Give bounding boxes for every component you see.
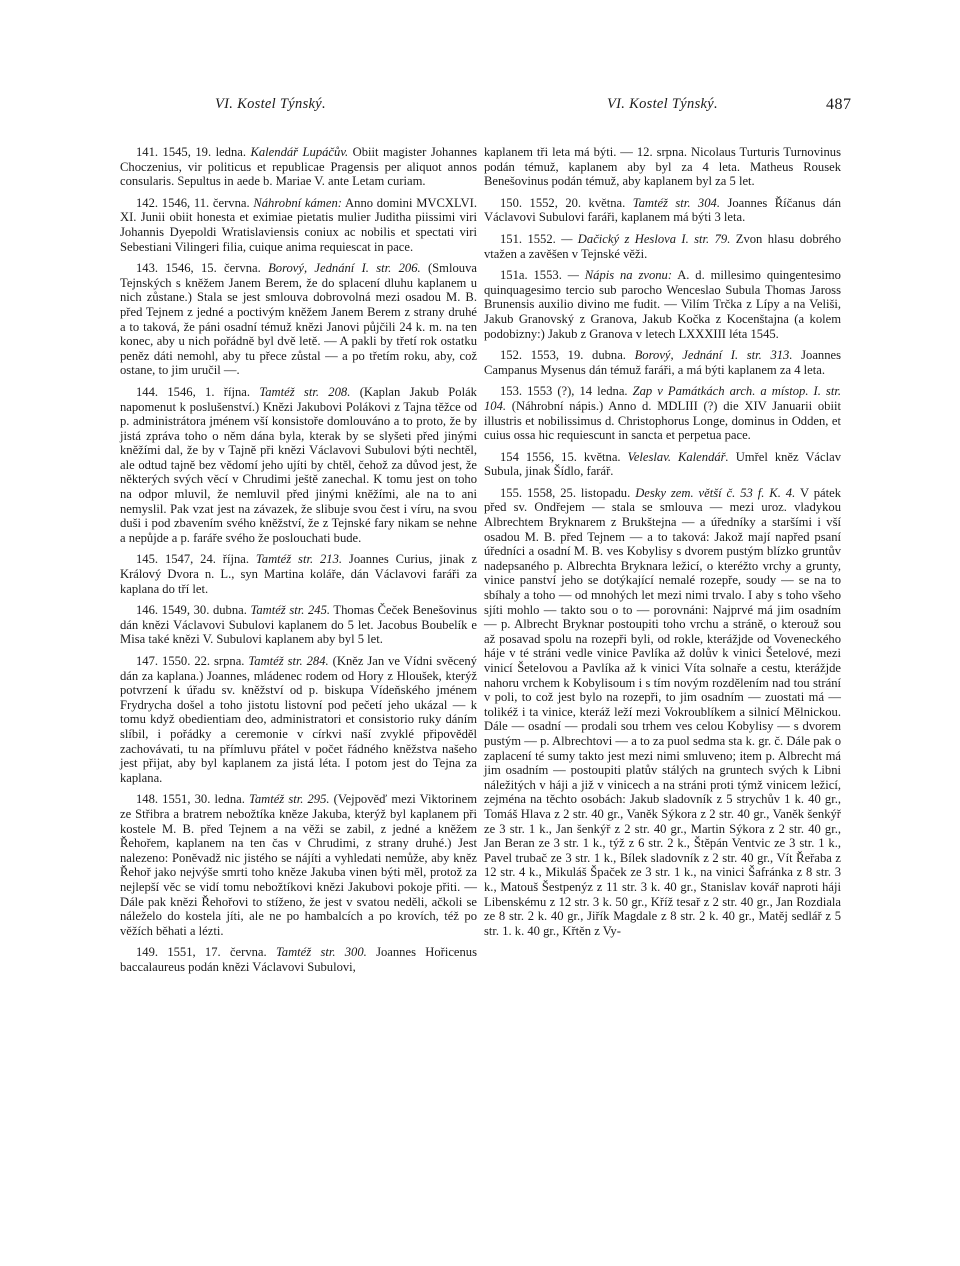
entry-text: V pátek před sv. Ondřejem — stala se smlouva — mezi uroz. vladykou Albrechtem Bryknarem z Brukštejna — a úředníky a staršími i vší osadou M. B. před Tejnem — a to taková: Jakož mají napřed psaní úředníci a osadní M. B. ves Kobylisy s dvorem pustým blízko gruntův nadepsaného p. Albrechta Bryknara ležicí, o kteréžto vrchy a grunty, vinice panství jeho se dotýkající nemalé rozepře, soudy — se na to sbíhaly a toho — od mnohých let mezi nimi trvalo. I aby s toho všeho sjíti mohlo — takto sou o to — porovnáni: Najprvé má jim osadním — p. Albrecht Bryknar postoupiti toho vrchu a stráně, o kterouž sou až posavad spolu na rozepři byli, od rokle, kterážjde od Voveneckého háje v té stráni vedle vinice Pavlíka až dolův k vinici Šetelové, mezi vinicí Šetelovou a Pavlíka až k vinici Víta solnaře a cestu, kterážjde nahoru vrchem k Kobylisoum i s tím novým rozdělením nad tou strání v poli, to což jest bylo na rozepři, to jim osadním — zuostati má — tolikéž i ta vinice, kteráž leží mezi Vokroublíkem a silnicí Mělnickou. Dále — osadní — prodali sou trhem ves celou Kobylisy — s dvorem pustým — p. Albrechtovi — a to za puol sedma sta k. gr. č. Dále pak o zaplacení té sumy takto jest mezi nimi smluveno; item p. Albrecht má jim osadním — postoupiti platův stálých na gruntech svých k Libni náležitých v háji a již v vinicech a na stráni proti týmž vinicem ležicí, zejména na těchto osobách: Jakub sladovník z 5 strychův 1 k. 40 gr., Tomáš Hlava z 2 str. 40 gr., Vaněk Sýkora z 2 str. 40 gr., Vaněk šenkýř ze 3 str. 1 k., Jan šenkýř z 2 str. 40 gr., Martin Sýkora z 2 str. 40 gr., Jan Beran ze 3 str. 1 k., týž z 6 str. 2 k., Štěpán Ventvic ze 3 str. 1 k., Pavel trubač ze 3 str. 1 k., Bílek sladovník z 2 str. 40 gr., Vít Řeřaba z 12 str. 4 k., Mikuláš Špaček ze 3 str. 1 k., na vinici Šafránka z 8 str. 3 k., Matouš Šestpenýz z 11 str. 3 k. 40 gr., Stanislav kovář naproti háji Libenskému z 12 str. 3 k. 50 gr., Kříž tesař z 2 str. 40 gr., Jan Rozdiala ze 8 str. 2 k. 40 gr., Jiřík Magdale z 8 str. 2 k. 40 gr., Matěj sedlář z 5 str. 1. k. 40 gr., Křtěn z Vy- — [484, 485, 842, 938]
entry-date: 1546, 15. června. — [165, 261, 261, 276]
entry-paragraph — [120, 385, 477, 546]
entry-paragraph — [484, 486, 841, 938]
entry-date: 1546, 11. června. — [161, 195, 250, 210]
entry-text: Thomas Čeček Benešovinus dán knězi Václavovi Subulovi kaplanem do 5 let. Jacobus Boubelík e Misa také knězi V. Subulovi kaplanem aby byl 5 let. — [120, 603, 477, 647]
entry-paragraph — [120, 603, 477, 647]
entry-text: Joannes Campanus Mysenus dán témuž faráři, a má býti kaplanem za 4 leta. — [484, 348, 841, 377]
entry-number: 155. — [500, 485, 523, 500]
entry-date: 1545, 19. ledna. — [162, 145, 246, 159]
entry-text: Umřel kněz Václav Subula, jinak Šídlo, farář. — [484, 449, 841, 479]
entry-text: Joannes Říčanus dán Václavovi Subulovi faráři, kaplanem má býti 3 leta. — [484, 195, 841, 225]
entry-date: 1558, 25. listopadu. — [526, 485, 631, 500]
entry-number: 154 — [500, 449, 519, 464]
entry-date: 1550. 22. srpna. — [162, 654, 245, 668]
entry-number: 151. — [500, 231, 523, 246]
entry-source: Kalendář Lupáčův. — [250, 145, 349, 159]
entry-number: 150. — [500, 195, 523, 210]
entry-number: 151a. — [500, 268, 528, 283]
entry-paragraph — [484, 384, 841, 442]
entry-date: 1549, 30. dubna. — [161, 603, 247, 618]
entry-source: Borový, Jednání I. str. 206. — [268, 261, 421, 276]
entry-source: Veleslav. Kalendář. — [627, 449, 729, 464]
entry-paragraph — [120, 792, 477, 938]
entry-paragraph — [484, 232, 841, 261]
entry-date: 1546, 1. října. — [167, 384, 251, 399]
entry-paragraph — [484, 348, 841, 377]
entry-text: kaplanem tři leta má býti. — 12. srpna. Nicolaus Turturis Turnovinus podán témuž, kaplanem aby byl za 4 leta. Matheus Rousek Benešovinus podán témuž, aby kaplanem byl za 5 let. — [484, 145, 841, 189]
entry-paragraph — [484, 196, 841, 225]
entry-paragraph — [120, 196, 477, 254]
entry-number: 148. — [136, 792, 159, 807]
entry-date: 1552. — [527, 231, 556, 246]
entry-text: (Smlouva Tejnských s kněžem Janem Berem, že do splacení dluhu kaplanem u nich zůstane.) Stala se jest smlouva dobrovolná mezi osadou M. B. před Tejnem z jedné a poctivým kněžem Janem Berem z strany druhé a to taková, že páni osadní témuž knězi Janovi půjčili 24 k. m. na ten konec, aby u nich pořádně byl dvě letě. — A pakli by třetí rok ostatku peněz dáti nemohl, aby tu přece zůstal — a po třetím roku, aby, což ostane, to jim uručil —. — [120, 261, 477, 378]
entry-number: 152. — [500, 348, 523, 363]
entry-number: 147. — [136, 654, 159, 668]
entry-text: (Náhrobní nápis.) Anno d. MDLIII (?) die XIV Januarii obiit illustris et nobilissimus d. Christophorus Longe, dominus in Odden, et cuius ossa hic requiescunt in sancta et perpetua pace. — [484, 398, 841, 443]
entry-paragraph — [120, 145, 477, 189]
entry-source: — Dačický z Heslova I. str. 79. — [561, 231, 731, 246]
entry-paragraph — [120, 552, 477, 596]
entry-text: Joannes Hořicenus baccalaureus podán knězi Václavovi Subulovi, — [120, 945, 477, 974]
entry-paragraph — [484, 145, 841, 189]
entry-source: Tamtéž str. 208. — [259, 384, 351, 399]
entry-number: 144. — [136, 384, 159, 399]
entry-paragraph — [120, 261, 477, 378]
entry-source: Náhrobní kámen: — [253, 195, 342, 210]
entry-text: Zvon hlasu dobrého vtažen a zavěšen v Tejnské věži. — [484, 231, 841, 261]
entry-paragraph — [484, 268, 841, 341]
entry-source: Desky zem. větší č. 53 f. K. 4. — [635, 485, 796, 500]
entry-number: 142. — [136, 195, 159, 210]
entry-source: Zap v Památkách arch. a místop. I. str. 104. — [484, 384, 841, 413]
entry-date: 1556, 15. května. — [525, 449, 621, 464]
entry-paragraph — [484, 450, 841, 479]
entry-date: 1553. — [533, 268, 562, 283]
entry-number: 141. — [136, 145, 159, 159]
entry-source: Tamtéž str. 284. — [248, 654, 329, 668]
entry-paragraph — [120, 654, 477, 785]
entry-text: Anno domini MVCXLVI. XI. Junii obiit honesta et eximiae pietatis mulier Juditha piissimi viri Johannis Dyepoldi Wratislaviensis coniux ac nobilis et spectati viri Sebestiani Vilingeri filia, cuique anima requiescat in pace. — [120, 195, 477, 254]
entry-text: Joannes Curius, jinak z Králový Dvora n. L., syn Martina koláře, dán Václavovi faráři za kaplana do tří let. — [120, 552, 477, 596]
entry-text: A. d. millesimo quingentesimo quinquagesimo tercio sub parocho Wenceslao Subula Thomas Jaross Brunensis auxilio divino me fudit. — Vilím Trčka z Lípy a na Veliši, Jakub Granovský z Granova, Jakub Kočka z Kocenštajna (a kolem podobizny:) Jakub z Granova v letech LXXXIII léta 1545. — [484, 268, 841, 341]
entry-paragraph — [120, 945, 477, 974]
entry-number: 143. — [136, 261, 159, 276]
right-text-column — [484, 145, 841, 938]
entry-date: 1547, 24. října. — [164, 552, 250, 567]
running-header-right: VI. Kostel Týnský. — [607, 96, 718, 112]
entry-number: 149. — [136, 945, 159, 960]
entry-source: Tamtéž str. 295. — [248, 792, 330, 807]
entry-source: Tamtéž str. 245. — [250, 603, 331, 618]
entry-number: 146. — [136, 603, 159, 618]
entry-text: (Kaplan Jakub Polák napomenut k poslušenství.) Knězi Jakubovi Polákovi z Tajna těžce od p. administrátora jménem vší konsistoře domlouváno a to proto, že by jistá zpráva toho o něm dána byla, kterak by se slyšeti před jinými kněžími dal, že by v Tajně při knězi Václavovi Subulovi býti nechtěl, ale odtud tajně bez vědomí jeho ujíti by chtěl, čehož za důvod jest, že některých svých věcí v Chrudimi ještě zanechal. K tomu jest on toho na odpor mluvil, že nemluvil před jinými kněžími, ale na to ani nemyslil. Pak vzat jest na závazek, že slibuje svou čest i víru, na svou duši i pod zbavením svého kněžství, že z Tejnské fary nikam se nehne a nepůjde a p. faráře svého že poslouchati bude. — [120, 384, 477, 545]
entry-source: Tamtéž str. 300. — [275, 945, 367, 960]
entry-source: Tamtéž str. 304. — [632, 195, 720, 210]
entry-date: 1553 (?), 14 ledna. — [527, 384, 628, 399]
entry-text: (Vejpověď mezi Viktorinem ze Střibra a bratrem nebožtíka kněze Jakuba, kterýž byl kaplanem při kostele M. B. před Tejnem a na věži se zabil, z jedné a kněžem Řehořem, kaplanem na ten čas v Chrudimi, z strany druhé.) Jest nalezeno: Poněvadž nic jistého se nájíti a vyhledati nemůže, aby kněz Řehoř jako nejvýše smrti toho kněze Jakuba vinen býti měl, protož za nejlepší věc se vidí tomu nebožtíkovi knězi Jakubovi pokoje přiti. — Dále pak knězi Řehořovi to stíženo, že jest v svatou neděli, ačkoli se náleželo do kostela jíti, ale ne po hambalcích a po krovích, též po věžích běhati a lézti. — [120, 792, 477, 938]
left-text-column — [120, 145, 477, 974]
running-header-left: VI. Kostel Týnský. — [215, 96, 326, 112]
entry-source: Tamtéž str. 213. — [255, 552, 343, 567]
entry-date: 1551, 30. ledna. — [162, 792, 245, 807]
entry-date: 1553, 19. dubna. — [530, 348, 626, 363]
entry-source: Borový, Jednání I. str. 313. — [634, 348, 793, 363]
entry-text: Obiit magister Johannes Choczenius, vir politicus et republicae Pragensis per aliquot annos consularis. Sepultus in aede b. Mariae V. ante Letam curiam. — [120, 145, 477, 189]
entry-number: 153. — [500, 384, 523, 399]
page-number: 487 — [826, 96, 852, 113]
entry-date: 1551, 17. června. — [167, 945, 267, 960]
entry-text: (Kněz Jan ve Vídni svěcený dán za kaplana.) Joannes, mládenec rodem od Hory z Hloušek, kterýž potvrzení k úřadu sv. kněžství od p. biskupa Vídeňského jménem Frydrycha došel a toho jistotu listovní pod pečetí jeho ukázal — k tomu když obedientiam deo, administratori et consistorio ruky dáním slíbil, i pořádky a ceremonie v církvi naší zvyklé připověděl zachovávati, tu na přímluvu přátel v počet řádného kněžstva našeho jest přijat, aby byl kaplanem za jistá léta. I potom jest do Tejna za kaplana. — [120, 654, 477, 785]
entry-source: — Nápis na zvonu: — [567, 268, 673, 283]
entry-date: 1552, 20. května. — [529, 195, 626, 210]
entry-number: 145. — [136, 552, 159, 567]
